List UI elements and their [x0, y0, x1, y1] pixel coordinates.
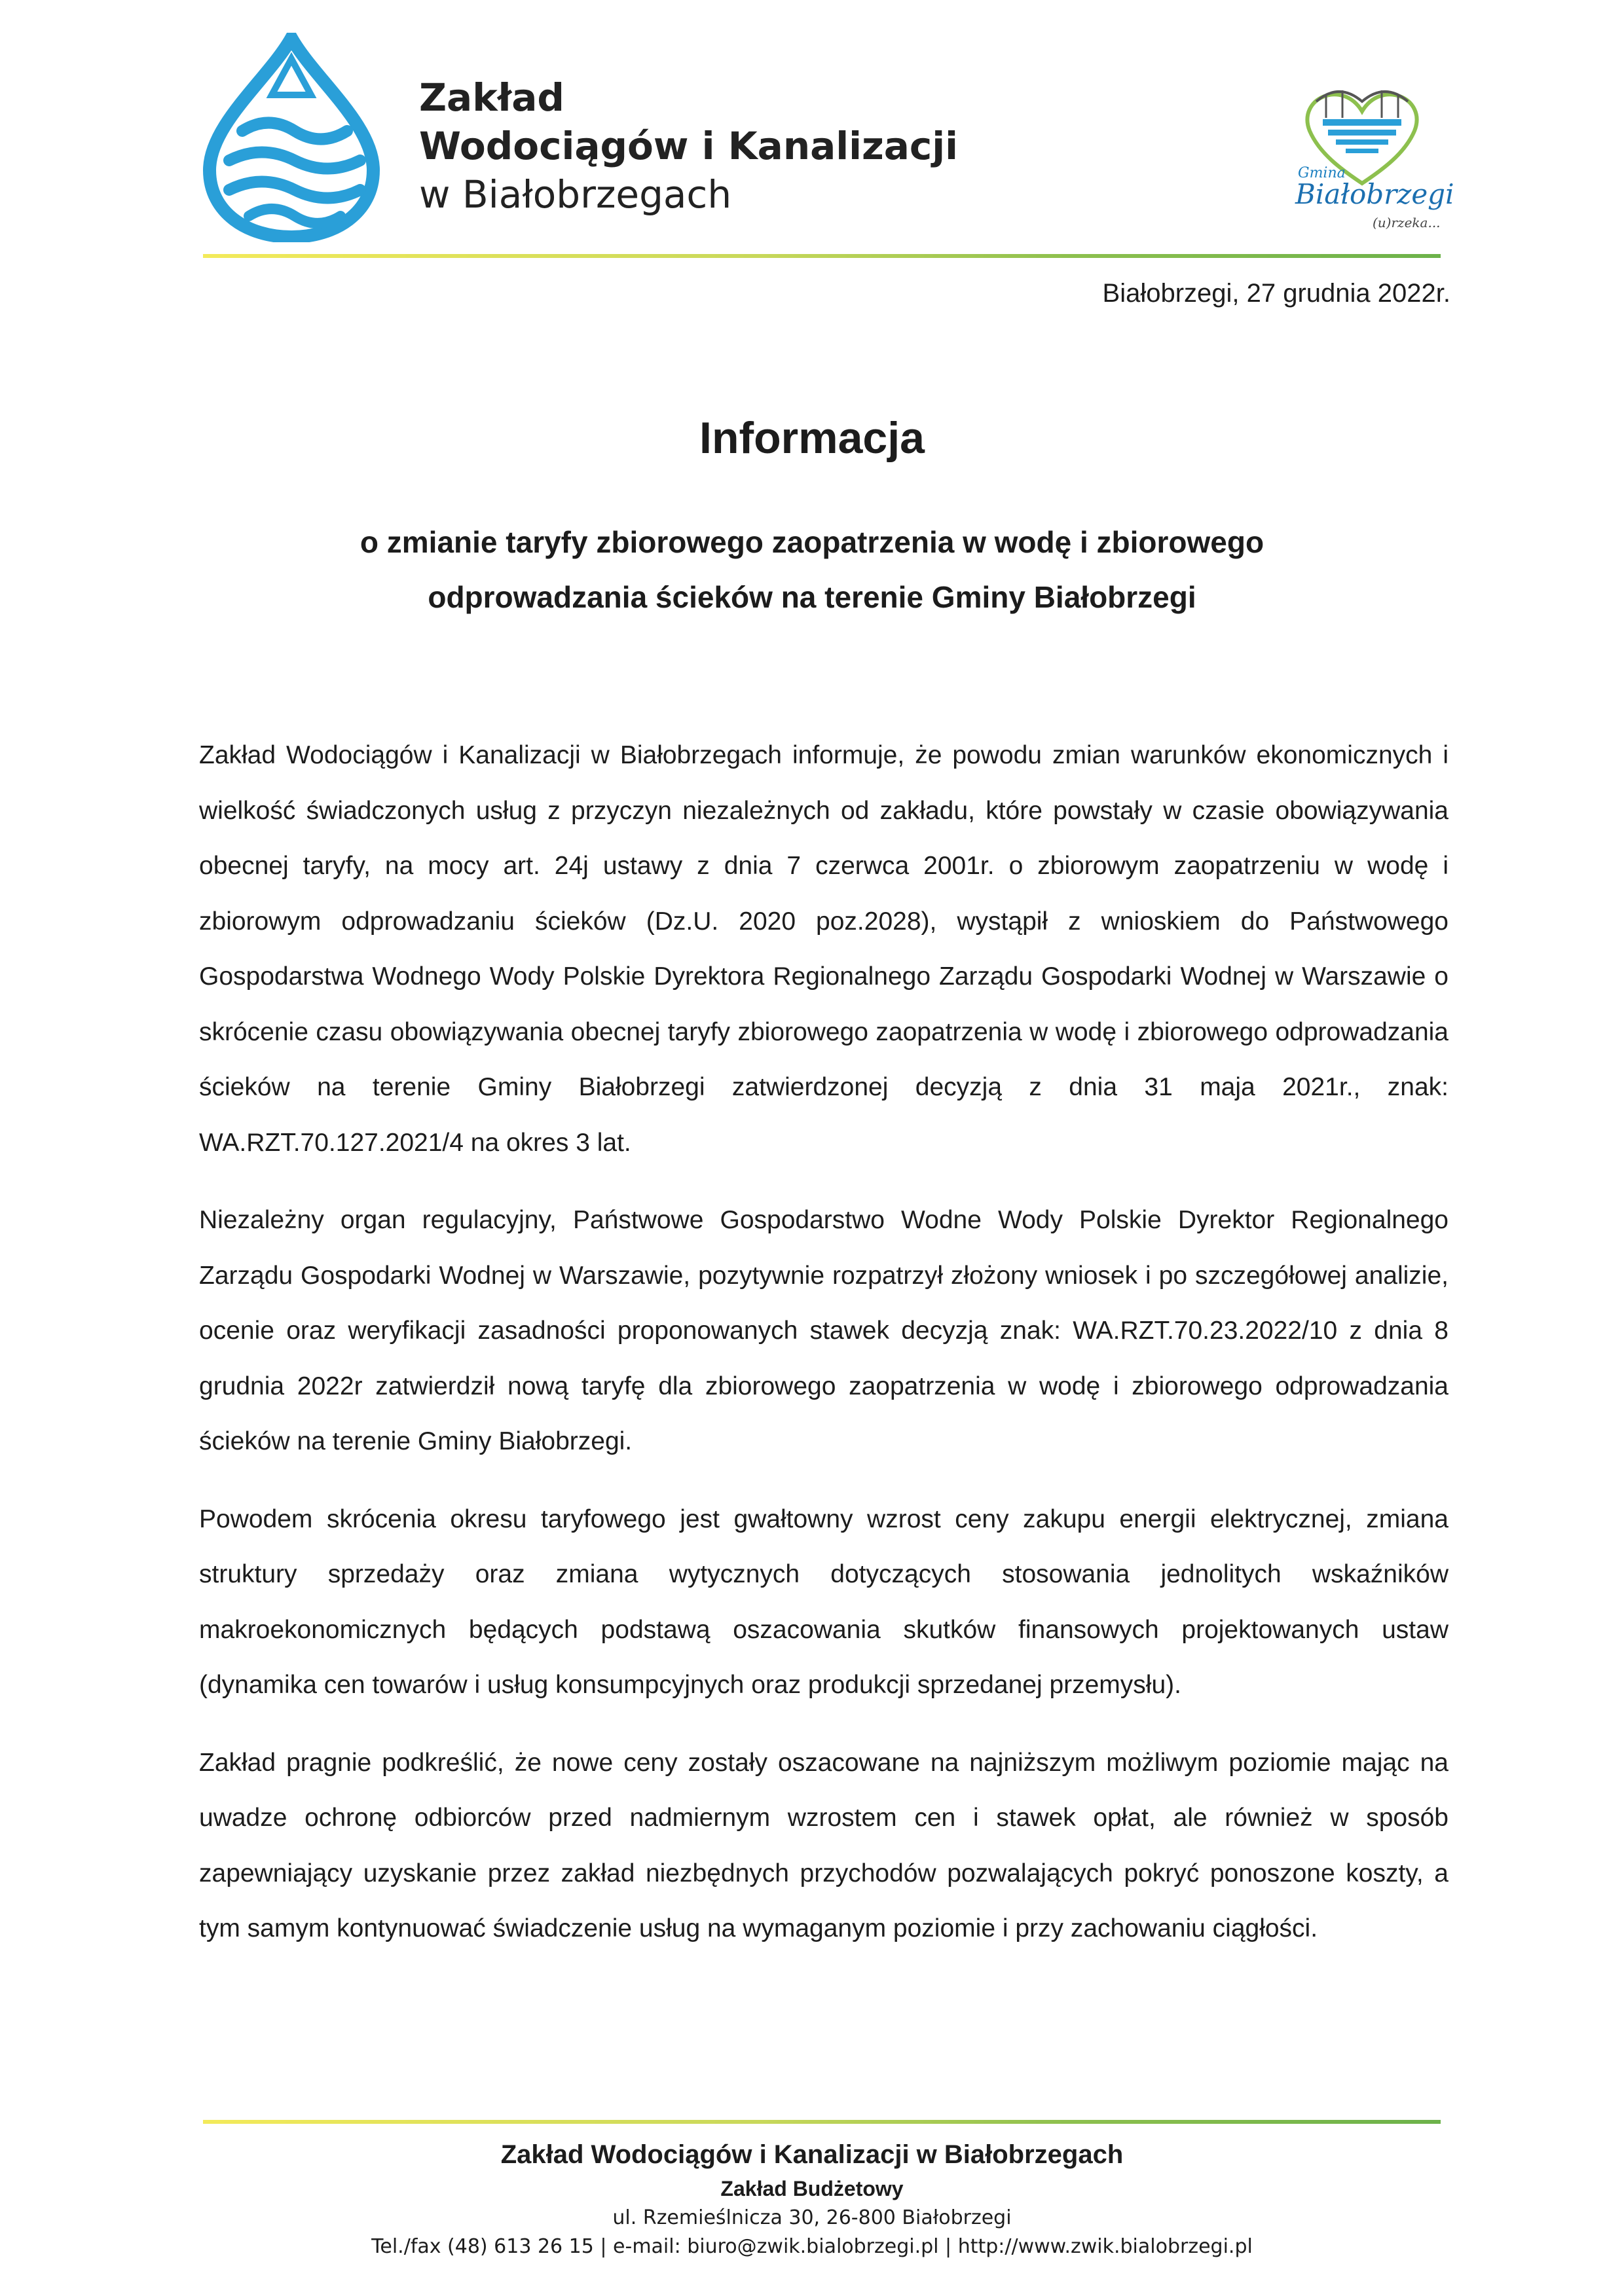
- gmina-label: Gmina: [1298, 165, 1346, 181]
- paragraph-3: Powodem skrócenia okresu taryfowego jest gwałtowny wzrost ceny zakupu energii elektrycznej, zmiana struktury sprzedaży oraz zmiana wytycznych dotyczących stosowania jednolitych wskaźników makroekonomicznych będących podstawą oszacowania skutków finansowych projektowanych ustaw (dynamika cen towarów i usług konsumpcyjnych oraz produkcji sprzedanej przemysłu).: [199, 1504, 1449, 1699]
- footer-company-name: Zakład Wodociągów i Kanalizacji w Białobrzegach: [500, 2140, 1124, 2169]
- document-subtitle: [0, 515, 1624, 625]
- footer-contact: Tel./fax (48) 613 26 15 | e-mail: biuro@zwik.bialobrzegi.pl | http://www.zwik.bialobrzegi.pl: [371, 2235, 1253, 2258]
- footer-address: ul. Rzemieślnicza 30, 26-800 Białobrzegi: [612, 2206, 1012, 2229]
- paragraph-1: Zakład Wodociągów i Kanalizacji w Białobrzegach informuje, że powodu zmian warunków ekonomicznych i wielkość świadczonych usług z przyczyn niezależnych od zakładu, które powstały w czasie obowiązywania obecnej taryfy, na mocy art. 24j ustawy z dnia 7 czerwca 2001r. o zbiorowym zaopatrzeniu w wodę i zbiorowym odprowadzaniu ścieków (Dz.U. 2020 poz.2028), wystąpił z wnioskiem do Państwowego Gospodarstwa Wodnego Wody Polskie Dyrektora Regionalnego Zarządu Gospodarki Wodnej w Warszawie o skrócenie czasu obowiązywania obecnej taryfy zbiorowego zaopatrzenia w wodę i zbiorowego odprowadzania ścieków na terenie Gminy Białobrzegi zatwierdzonej decyzją z dnia 31 maja 2021r., znak: WA.RZT.70.127.2021/4 na okres 3 lat.: [199, 741, 1449, 1157]
- paragraph-2: Niezależny organ regulacyjny, Państwowe Gospodarstwo Wodne Wody Polskie Dyrektor Regionalnego Zarządu Gospodarki Wodnej w Warszawie, pozytywnie rozpatrzył złożony wniosek i po szczegółowej analizie, ocenie oraz weryfikacji zasadności proponowanych stawek decyzją znak: WA.RZT.70.23.2022/10 z dnia 8 grudnia 2022r zatwierdził nową taryfę dla zbiorowego zaopatrzenia w wodę i zbiorowego odprowadzania ścieków na terenie Gminy Białobrzegi.: [199, 1206, 1449, 1455]
- subtitle-line2: odprowadzania ścieków na terenie Gminy Białobrzegi: [428, 580, 1196, 614]
- subtitle-line1: o zmianie taryfy zbiorowego zaopatrzenia w wodę i zbiorowego: [360, 525, 1264, 559]
- water-drop-logo: [196, 33, 386, 242]
- header-divider: [203, 254, 1441, 258]
- company-name-line1: Zakład: [419, 75, 564, 120]
- document-title: Informacja: [699, 413, 925, 463]
- company-name-line3: w Białobrzegach: [419, 172, 732, 217]
- document-body: [199, 728, 1449, 1979]
- footer-divider: [203, 2120, 1441, 2124]
- company-name-line2: Wodociągów i Kanalizacji: [419, 124, 959, 168]
- letter-date: Białobrzegi, 27 grudnia 2022r.: [1102, 279, 1450, 308]
- paragraph-4: Zakład pragnie podkreślić, że nowe ceny zostały oszacowane na najniższym możliwym poziomie mając na uwadze ochronę odbiorców przed nadmiernym wzrostem cen i stawek opłat, ale również w sposób zapewniający uzyskanie przez zakład niezbędnych przychodów pozwalających pokryć ponoszone koszty, a tym samym kontynuować świadczenie usług na wymaganym poziomie i przy zachowaniu ciągłości.: [199, 1748, 1449, 1942]
- footer-company-type: Zakład Budżetowy: [720, 2177, 904, 2200]
- footer: [0, 2136, 1624, 2261]
- gmina-name: Białobrzegi: [1295, 178, 1454, 210]
- gmina-tagline: (u)rzeka...: [1373, 215, 1441, 230]
- company-name: [419, 73, 958, 219]
